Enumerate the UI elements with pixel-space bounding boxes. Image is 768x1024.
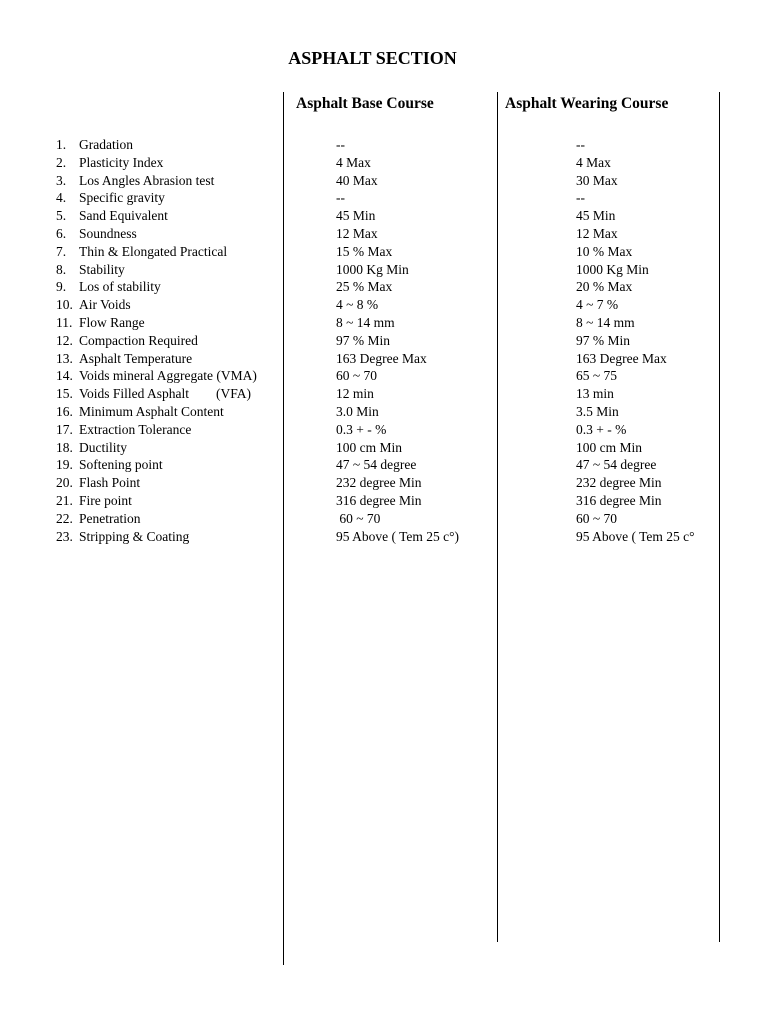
row-label: Soundness <box>79 225 137 241</box>
row-number: 1. <box>56 137 67 152</box>
row-number: 7. <box>56 243 67 259</box>
wearing-course-value: 12 Max <box>576 225 618 241</box>
row-label: Flash Point <box>79 475 141 491</box>
base-course-value: 8 ~ 14 mm <box>336 314 395 330</box>
wearing-course-value: 0.3 + - % <box>576 421 627 437</box>
row-number: 4. <box>56 190 67 206</box>
table-row <box>0 439 768 457</box>
base-course-value: -- <box>336 137 345 152</box>
table-row <box>0 456 768 474</box>
table-row <box>0 243 768 261</box>
row-label: Stability <box>79 261 125 277</box>
row-number: 21. <box>56 492 73 508</box>
table-row <box>0 421 768 439</box>
row-label: Specific gravity <box>79 190 165 206</box>
row-label: Extraction Tolerance <box>79 421 192 437</box>
wearing-course-value: 163 Degree Max <box>576 350 667 366</box>
table-row <box>0 261 768 279</box>
wearing-course-value: 45 Min <box>576 208 616 224</box>
row-number: 23. <box>56 528 73 544</box>
wearing-course-value: 20 % Max <box>576 279 633 295</box>
row-number: 8. <box>56 261 67 277</box>
wearing-course-value: 4 Max <box>576 154 611 170</box>
row-label: Softening point <box>79 457 163 473</box>
wearing-course-value: -- <box>576 190 585 206</box>
base-course-value: 40 Max <box>336 172 378 188</box>
wearing-course-value: 95 Above ( Tem 25 c° <box>576 528 695 544</box>
table-row <box>0 510 768 528</box>
row-number: 3. <box>56 172 67 188</box>
base-course-value: 12 min <box>336 386 374 402</box>
row-number: 18. <box>56 439 73 455</box>
table-row <box>0 332 768 350</box>
base-course-value: -- <box>336 190 345 206</box>
wearing-course-value: 232 degree Min <box>576 475 662 491</box>
row-number: 2. <box>56 154 67 170</box>
row-label: Los Angles Abrasion test <box>79 172 215 188</box>
row-number: 9. <box>56 279 67 295</box>
wearing-course-value: 13 min <box>576 386 614 402</box>
base-course-value: 4 Max <box>336 154 371 170</box>
table-row <box>0 314 768 332</box>
base-course-value: 1000 Kg Min <box>336 261 409 277</box>
table-row <box>0 136 768 154</box>
row-label: Ductility <box>79 439 127 455</box>
table-row <box>0 225 768 243</box>
table-row <box>0 278 768 296</box>
wearing-course-value: 47 ~ 54 degree <box>576 457 657 473</box>
row-number: 20. <box>56 475 73 491</box>
table-row <box>0 403 768 421</box>
base-course-value: 97 % Min <box>336 332 390 348</box>
table-row <box>0 528 768 546</box>
wearing-course-value: 10 % Max <box>576 243 633 259</box>
base-course-value: 163 Degree Max <box>336 350 427 366</box>
base-course-value: 316 degree Min <box>336 492 422 508</box>
table-row <box>0 296 768 314</box>
wearing-course-value: 8 ~ 14 mm <box>576 314 635 330</box>
row-label: Plasticity Index <box>79 154 164 170</box>
base-course-value: 60 ~ 70 <box>336 368 378 384</box>
row-number: 16. <box>56 403 73 419</box>
row-number: 11. <box>56 314 73 330</box>
base-course-value: 3.0 Min <box>336 403 379 419</box>
table-row <box>0 350 768 368</box>
wearing-course-value: 100 cm Min <box>576 439 642 455</box>
base-course-value: 15 % Max <box>336 243 393 259</box>
row-label: Voids mineral Aggregate (VMA) <box>79 368 257 384</box>
row-number: 19. <box>56 457 73 473</box>
spec-table <box>0 136 768 545</box>
wearing-course-value: 65 ~ 75 <box>576 368 618 384</box>
row-label: Stripping & Coating <box>79 528 190 544</box>
row-label: Penetration <box>79 510 141 526</box>
row-number: 5. <box>56 208 67 224</box>
wearing-course-value: 30 Max <box>576 172 618 188</box>
column-header-wearing-course: Asphalt Wearing Course <box>505 95 669 112</box>
row-label: Air Voids <box>79 297 131 313</box>
wearing-course-value: 60 ~ 70 <box>576 510 618 526</box>
row-label: Fire point <box>79 492 132 508</box>
base-course-value: 4 ~ 8 % <box>336 297 379 313</box>
base-course-value: 25 % Max <box>336 279 393 295</box>
row-number: 22. <box>56 510 73 526</box>
base-course-value: 47 ~ 54 degree <box>336 457 417 473</box>
row-label: Compaction Required <box>79 332 198 348</box>
table-row <box>0 385 768 403</box>
base-course-value: 45 Min <box>336 208 376 224</box>
table-row <box>0 154 768 172</box>
table-row <box>0 207 768 225</box>
row-number: 17. <box>56 421 73 437</box>
wearing-course-value: 4 ~ 7 % <box>576 297 619 313</box>
table-row <box>0 474 768 492</box>
table-row <box>0 189 768 207</box>
row-number: 10. <box>56 297 73 313</box>
table-row <box>0 172 768 190</box>
wearing-course-value: 1000 Kg Min <box>576 261 649 277</box>
row-label: Voids Filled Asphalt (VFA) <box>79 386 252 402</box>
row-number: 15. <box>56 386 73 402</box>
row-label: Sand Equivalent <box>79 208 168 224</box>
row-number: 6. <box>56 225 67 241</box>
base-course-value: 0.3 + - % <box>336 421 387 437</box>
page-title: ASPHALT SECTION <box>288 48 457 68</box>
base-course-value: 100 cm Min <box>336 439 402 455</box>
wearing-course-value: -- <box>576 137 585 152</box>
row-number: 13. <box>56 350 73 366</box>
row-label: Flow Range <box>79 314 145 330</box>
base-course-value: 60 ~ 70 <box>336 510 381 526</box>
row-number: 14. <box>56 368 73 384</box>
row-number: 12. <box>56 332 73 348</box>
table-row <box>0 492 768 510</box>
wearing-course-value: 97 % Min <box>576 332 630 348</box>
wearing-course-value: 3.5 Min <box>576 403 619 419</box>
row-label: Gradation <box>79 137 133 152</box>
row-label: Thin & Elongated Practical <box>79 243 228 259</box>
table-row <box>0 367 768 385</box>
base-course-value: 232 degree Min <box>336 475 422 491</box>
row-label: Asphalt Temperature <box>79 350 193 366</box>
wearing-course-value: 316 degree Min <box>576 492 662 508</box>
row-label: Minimum Asphalt Content <box>79 403 224 419</box>
base-course-value: 12 Max <box>336 225 378 241</box>
column-header-base-course: Asphalt Base Course <box>296 95 434 112</box>
row-label: Los of stability <box>79 279 161 295</box>
base-course-value: 95 Above ( Tem 25 c°) <box>336 528 460 544</box>
